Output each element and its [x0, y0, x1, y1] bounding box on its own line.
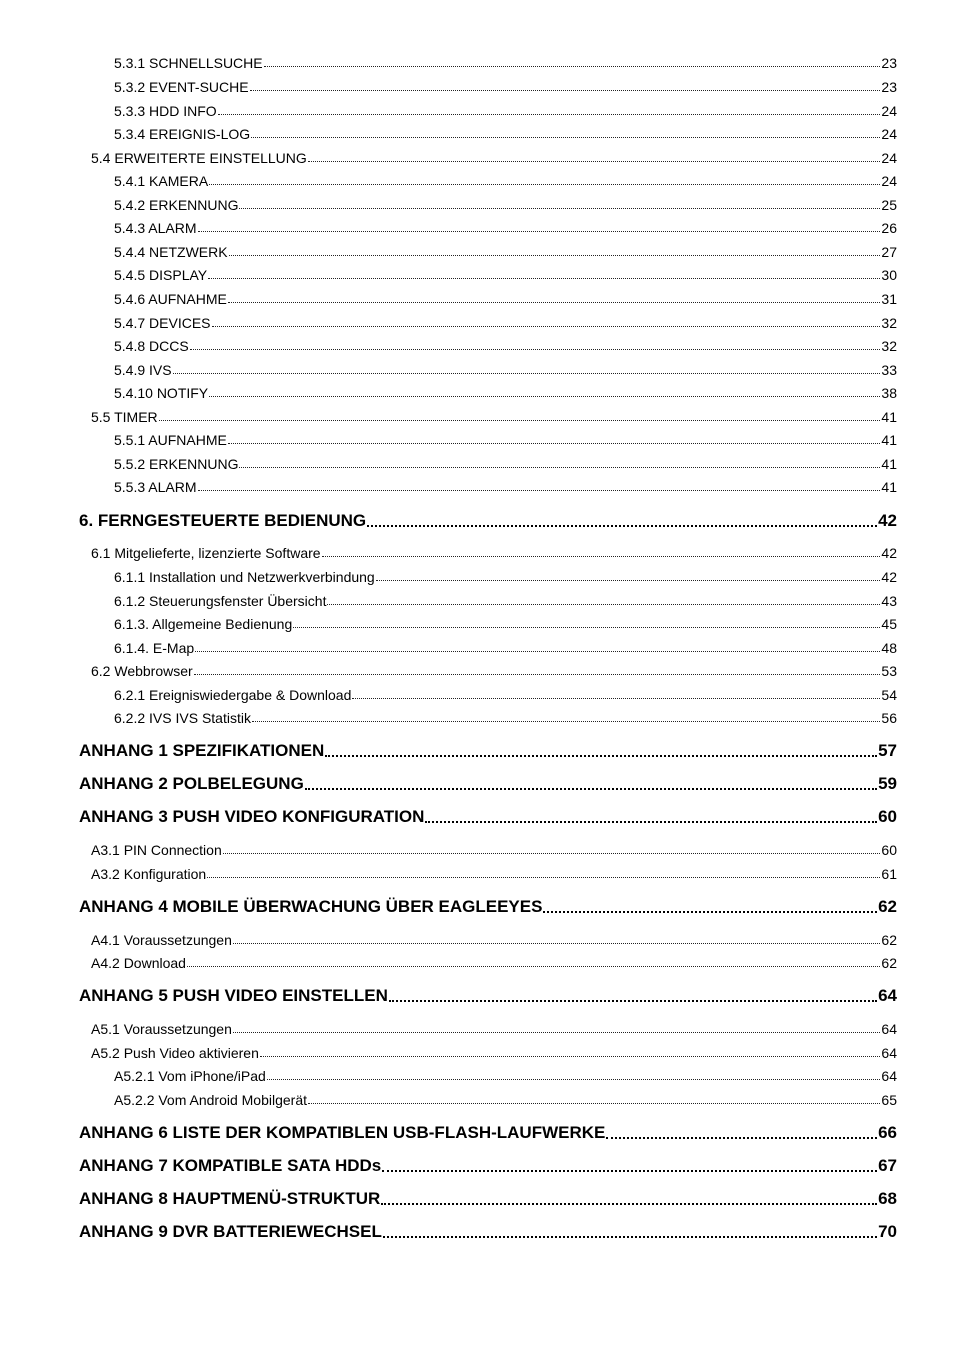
- toc-entry[interactable]: [114, 362, 897, 378]
- toc-dot-leader: [194, 673, 881, 675]
- toc-entry-title: 6.1.2 Steuerungsfenster Übersicht: [114, 593, 327, 609]
- toc-entry[interactable]: [114, 1092, 897, 1108]
- toc-dot-leader: [212, 325, 881, 327]
- toc-page-number: 54: [881, 687, 897, 703]
- toc-entry-title: 5.4.4 NETZWERK: [114, 244, 228, 260]
- toc-chapter-entry[interactable]: [79, 1123, 897, 1143]
- toc-entry[interactable]: [114, 220, 897, 236]
- toc-entry[interactable]: [114, 338, 897, 354]
- toc-entry-title: 5.5.2 ERKENNUNG: [114, 456, 239, 472]
- toc-entry[interactable]: [91, 409, 897, 425]
- toc-dot-leader: [267, 1078, 881, 1080]
- toc-entry-title: ANHANG 8 HAUPTMENÜ-STRUKTUR: [79, 1189, 381, 1208]
- toc-page-number: 32: [881, 315, 897, 331]
- toc-dot-leader: [159, 419, 881, 421]
- toc-entry-title: 5.4 ERWEITERTE EINSTELLUNG: [91, 150, 307, 166]
- toc-entry-title: 5.4.7 DEVICES: [114, 315, 211, 331]
- toc-entry[interactable]: [114, 616, 897, 632]
- toc-entry-title: A5.2.1 Vom iPhone/iPad: [114, 1068, 266, 1084]
- toc-entry[interactable]: [114, 244, 897, 260]
- toc-entry-title: 6.1 Mitgelieferte, lizenzierte Software: [91, 545, 321, 561]
- toc-dot-leader: [198, 489, 881, 491]
- toc-entry-title: ANHANG 9 DVR BATTERIEWECHSEL: [79, 1222, 382, 1241]
- toc-page-number: 70: [878, 1222, 897, 1241]
- toc-dot-leader: [228, 301, 881, 303]
- toc-entry[interactable]: [114, 569, 897, 585]
- toc-entry-title: 5.4.5 DISPLAY: [114, 267, 208, 283]
- toc-page-number: 41: [881, 432, 897, 448]
- toc-dot-leader: [190, 348, 881, 350]
- toc-page-number: 66: [878, 1123, 897, 1142]
- toc-entry-title: 6. FERNGESTEUERTE BEDIENUNG: [79, 511, 367, 530]
- toc-entry[interactable]: [91, 842, 897, 858]
- toc-dot-leader: [305, 787, 877, 790]
- toc-dot-leader: [209, 395, 880, 397]
- toc-dot-leader: [195, 650, 880, 652]
- toc-entry-title: 6.1.4. E-Map: [114, 640, 195, 656]
- toc-page-number: 64: [881, 1068, 897, 1084]
- toc-page-number: 24: [881, 150, 897, 166]
- toc-dot-leader: [173, 372, 881, 374]
- toc-entry[interactable]: [114, 173, 897, 189]
- toc-entry[interactable]: [114, 593, 897, 609]
- toc-dot-leader: [308, 1102, 880, 1104]
- toc-entry-title: A3.1 PIN Connection: [91, 842, 222, 858]
- toc-entry[interactable]: [91, 1045, 897, 1061]
- toc-dot-leader: [187, 965, 880, 967]
- toc-page-number: 42: [881, 545, 897, 561]
- toc-chapter-entry[interactable]: [79, 511, 897, 531]
- toc-dot-leader: [383, 1235, 877, 1238]
- toc-entry-title: A5.1 Voraussetzungen: [91, 1021, 232, 1037]
- toc-entry[interactable]: [114, 197, 897, 213]
- toc-dot-leader: [229, 254, 881, 256]
- toc-entry[interactable]: [114, 103, 897, 119]
- toc-page-number: 60: [878, 807, 897, 826]
- toc-entry-title: 5.3.4 EREIGNIS-LOG: [114, 126, 251, 142]
- toc-entry-title: 5.3.3 HDD INFO: [114, 103, 217, 119]
- toc-page-number: 64: [881, 1045, 897, 1061]
- toc-dot-leader: [352, 697, 880, 699]
- toc-entry[interactable]: [91, 955, 897, 971]
- toc-page-number: 62: [881, 932, 897, 948]
- toc-dot-leader: [252, 720, 880, 722]
- toc-entry-title: A4.1 Voraussetzungen: [91, 932, 232, 948]
- toc-chapter-entry[interactable]: [79, 807, 897, 827]
- toc-page-number: 62: [878, 897, 897, 916]
- toc-page-number: 57: [878, 741, 897, 760]
- toc-entry-title: ANHANG 7 KOMPATIBLE SATA HDDs: [79, 1156, 382, 1175]
- toc-entry-title: 6.2.2 IVS IVS Statistik: [114, 710, 251, 726]
- toc-entry[interactable]: [114, 1068, 897, 1084]
- toc-page-number: 45: [881, 616, 897, 632]
- toc-dot-leader: [327, 603, 880, 605]
- toc-page-number: 64: [881, 1021, 897, 1037]
- toc-chapter-entry[interactable]: [79, 741, 897, 761]
- toc-entry-title: ANHANG 1 SPEZIFIKATIONEN: [79, 741, 325, 760]
- toc-entry[interactable]: [114, 79, 897, 95]
- toc-dot-leader: [382, 1169, 877, 1172]
- toc-entry-title: ANHANG 2 POLBELEGUNG: [79, 774, 304, 793]
- toc-dot-leader: [367, 524, 877, 527]
- toc-page-number: 41: [881, 409, 897, 425]
- toc-entry-title: 5.3.2 EVENT-SUCHE: [114, 79, 249, 95]
- toc-page-number: 53: [881, 663, 897, 679]
- toc-entry-title: A4.2 Download: [91, 955, 186, 971]
- toc-entry[interactable]: [91, 932, 897, 948]
- toc-chapter-entry[interactable]: [79, 1156, 897, 1176]
- toc-dot-leader: [308, 160, 881, 162]
- toc-entry-title: A3.2 Konfiguration: [91, 866, 207, 882]
- toc-entry-title: ANHANG 4 MOBILE ÜBERWACHUNG ÜBER EAGLEEYES: [79, 897, 543, 916]
- toc-dot-leader: [223, 852, 881, 854]
- toc-entry[interactable]: [91, 1021, 897, 1037]
- toc-page-number: 23: [881, 79, 897, 95]
- toc-entry[interactable]: [114, 687, 897, 703]
- toc-dot-leader: [218, 113, 881, 115]
- toc-page-number: 61: [881, 866, 897, 882]
- toc-page-number: 48: [881, 640, 897, 656]
- toc-page-number: 41: [881, 479, 897, 495]
- toc-page-number: 42: [878, 511, 897, 530]
- toc-entry-title: ANHANG 6 LISTE DER KOMPATIBLEN USB-FLASH-LAUFWERKE: [79, 1123, 606, 1142]
- toc-dot-leader: [207, 876, 880, 878]
- toc-page-number: 43: [881, 593, 897, 609]
- toc-entry-title: 6.2 Webbrowser: [91, 663, 193, 679]
- toc-dot-leader: [228, 442, 881, 444]
- toc-page-number: 25: [881, 197, 897, 213]
- toc-dot-leader: [325, 754, 877, 757]
- toc-dot-leader: [322, 555, 881, 557]
- toc-entry-title: 5.3.1 SCHNELLSUCHE: [114, 55, 263, 71]
- toc-entry-title: ANHANG 5 PUSH VIDEO EINSTELLEN: [79, 986, 388, 1005]
- toc-entry-title: 6.2.1 Ereigniswiedergabe & Download: [114, 687, 352, 703]
- toc-dot-leader: [233, 942, 881, 944]
- toc-dot-leader: [293, 626, 880, 628]
- toc-dot-leader: [239, 466, 880, 468]
- toc-entry[interactable]: [91, 866, 897, 882]
- toc-dot-leader: [260, 1055, 881, 1057]
- toc-dot-leader: [209, 183, 880, 185]
- toc-page-number: 62: [881, 955, 897, 971]
- toc-entry[interactable]: [114, 315, 897, 331]
- toc-dot-leader: [425, 820, 877, 823]
- toc-page-number: 41: [881, 456, 897, 472]
- toc-entry-title: 5.4.8 DCCS: [114, 338, 189, 354]
- toc-page-number: 42: [881, 569, 897, 585]
- toc-entry-title: A5.2 Push Video aktivieren: [91, 1045, 259, 1061]
- toc-chapter-entry[interactable]: [79, 1222, 897, 1242]
- toc-chapter-entry[interactable]: [79, 897, 897, 917]
- toc-page-number: 38: [881, 385, 897, 401]
- toc-page-number: 24: [881, 173, 897, 189]
- toc-page-number: 67: [878, 1156, 897, 1175]
- toc-chapter-entry[interactable]: [79, 986, 897, 1006]
- toc-page-number: 68: [878, 1189, 897, 1208]
- toc-entry-title: 5.4.2 ERKENNUNG: [114, 197, 239, 213]
- toc-entry[interactable]: [114, 385, 897, 401]
- toc-page-number: 24: [881, 103, 897, 119]
- toc-entry-title: ANHANG 3 PUSH VIDEO KONFIGURATION: [79, 807, 425, 826]
- toc-entry[interactable]: [91, 663, 897, 679]
- toc-page-number: 31: [881, 291, 897, 307]
- toc-entry[interactable]: [114, 291, 897, 307]
- toc-entry-title: 6.1.3. Allgemeine Bedienung: [114, 616, 293, 632]
- toc-entry[interactable]: [114, 640, 897, 656]
- toc-entry-title: 5.4.9 IVS: [114, 362, 172, 378]
- toc-page-number: 56: [881, 710, 897, 726]
- toc-dot-leader: [389, 999, 877, 1002]
- toc-dot-leader: [543, 910, 877, 913]
- toc-entry[interactable]: [91, 545, 897, 561]
- toc-page-number: 64: [878, 986, 897, 1005]
- toc-chapter-entry[interactable]: [79, 1189, 897, 1209]
- toc-dot-leader: [251, 136, 880, 138]
- toc-page-number: 23: [881, 55, 897, 71]
- toc-entry-title: 5.4.3 ALARM: [114, 220, 197, 236]
- toc-dot-leader: [606, 1136, 877, 1139]
- toc-entry[interactable]: [114, 710, 897, 726]
- toc-entry[interactable]: [114, 456, 897, 472]
- toc-entry[interactable]: [114, 55, 897, 71]
- toc-chapter-entry[interactable]: [79, 774, 897, 794]
- toc-dot-leader: [233, 1031, 881, 1033]
- toc-entry[interactable]: [114, 479, 897, 495]
- toc-entry[interactable]: [91, 150, 897, 166]
- toc-page-number: 32: [881, 338, 897, 354]
- toc-page-number: 26: [881, 220, 897, 236]
- toc-dot-leader: [381, 1202, 877, 1205]
- toc-dot-leader: [198, 230, 881, 232]
- toc-entry[interactable]: [114, 432, 897, 448]
- toc-page-number: 30: [881, 267, 897, 283]
- toc-dot-leader: [250, 89, 881, 91]
- toc-entry[interactable]: [114, 126, 897, 142]
- toc-entry-title: 5.5.3 ALARM: [114, 479, 197, 495]
- toc-dot-leader: [376, 579, 881, 581]
- toc-dot-leader: [264, 65, 881, 67]
- toc-page-number: 27: [881, 244, 897, 260]
- toc-page-number: 65: [881, 1092, 897, 1108]
- toc-page-number: 24: [881, 126, 897, 142]
- toc-entry-title: 5.4.10 NOTIFY: [114, 385, 209, 401]
- toc-entry-title: 6.1.1 Installation und Netzwerkverbindung: [114, 569, 375, 585]
- toc-page-number: 60: [881, 842, 897, 858]
- toc-page-number: 59: [878, 774, 897, 793]
- toc-dot-leader: [208, 277, 880, 279]
- toc-entry-title: 5.4.6 AUFNAHME: [114, 291, 227, 307]
- toc-page-number: 33: [881, 362, 897, 378]
- toc-entry-title: 5.5.1 AUFNAHME: [114, 432, 227, 448]
- toc-entry[interactable]: [114, 267, 897, 283]
- toc-dot-leader: [239, 207, 880, 209]
- toc-entry-title: 5.5 TIMER: [91, 409, 158, 425]
- toc-entry-title: A5.2.2 Vom Android Mobilgerät: [114, 1092, 308, 1108]
- toc-entry-title: 5.4.1 KAMERA: [114, 173, 209, 189]
